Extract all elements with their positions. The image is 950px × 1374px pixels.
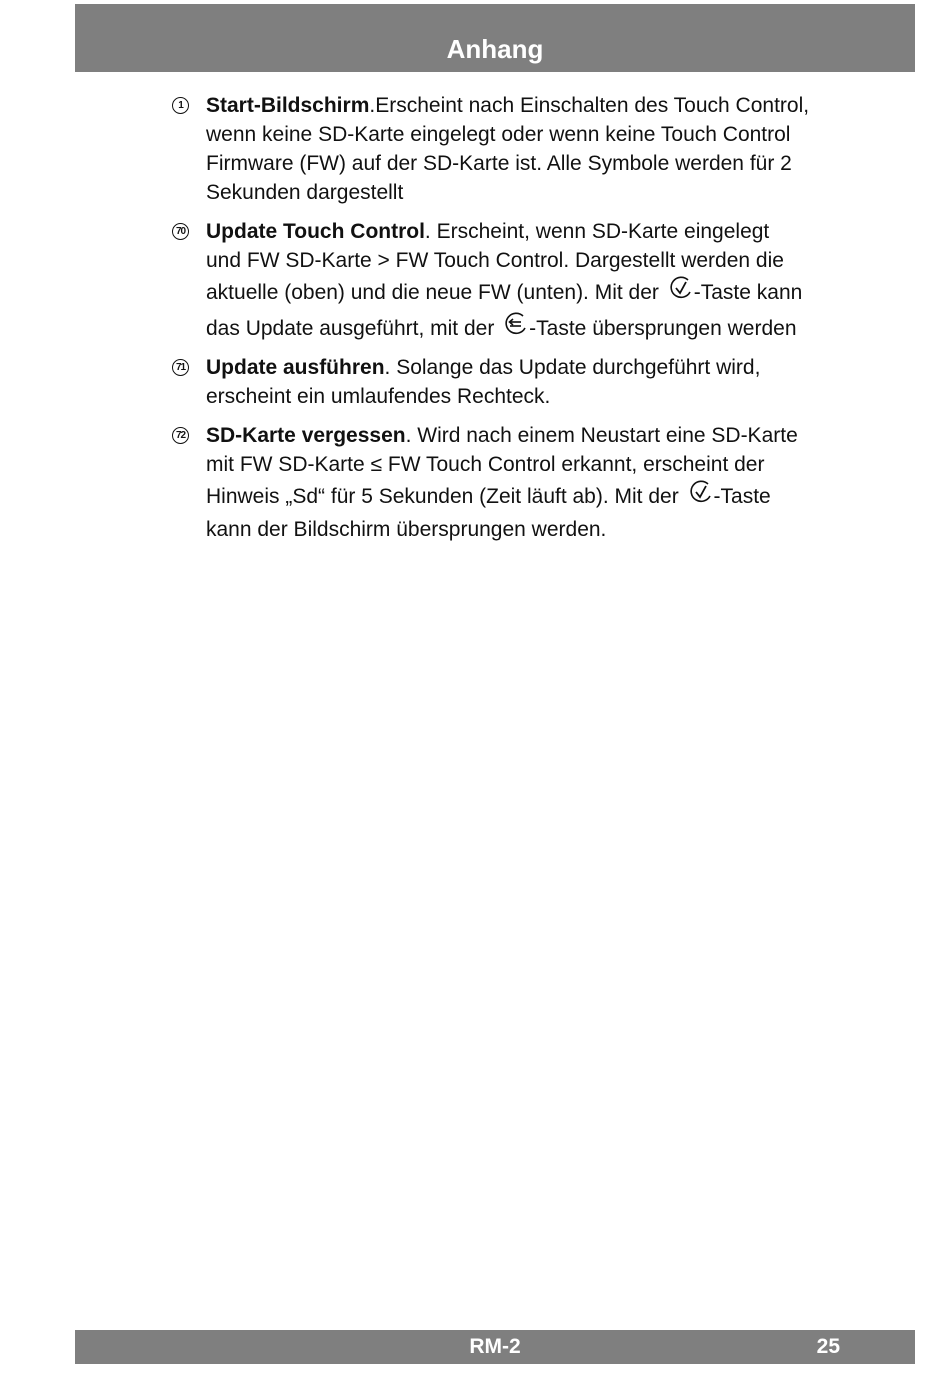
item-text-segment: Hinweis „Sd“ für 5 Sekunden (Zeit läuft ab). Mit der [206, 485, 685, 508]
footer-bar [75, 1330, 915, 1364]
item-text [206, 217, 905, 343]
check-circle-icon [689, 479, 713, 505]
item-title: Update Touch Control [206, 220, 425, 243]
item-text-line: kann der Bildschirm übersprungen werden. [206, 518, 607, 541]
item-text-segment: -Taste kann [693, 281, 803, 304]
list-item-start-screen [170, 91, 905, 207]
item-title: Start-Bildschirm [206, 94, 370, 117]
item-text-line: wenn keine SD-Karte eingelegt oder wenn keine Touch Control [206, 123, 791, 146]
item-text [206, 353, 905, 411]
list-item-update-touch-control [170, 217, 905, 343]
list-item-update-run [170, 353, 905, 411]
item-text-line: erscheint ein umlaufendes Rechteck. [206, 385, 551, 408]
item-text-segment: -Taste [713, 485, 771, 508]
item-text-line: mit FW SD-Karte ≤ FW Touch Control erkannt, erscheint der [206, 453, 765, 476]
item-text-line: .Erscheint nach Einschalten des Touch Control, [369, 94, 810, 117]
appendix-list [170, 91, 905, 554]
footer-model: RM-2 [469, 1335, 521, 1358]
item-text-line: Firmware (FW) auf der SD-Karte ist. Alle Symbole werden für 2 [206, 152, 792, 175]
circled-number: 70 [172, 223, 189, 240]
item-text-line: . Solange das Update durchgeführt wird, [384, 356, 761, 379]
item-text [206, 421, 905, 544]
check-circle-icon [669, 275, 693, 301]
header-bar [75, 4, 915, 72]
item-marker [170, 91, 206, 120]
list-item-sd-card-forgotten [170, 421, 905, 544]
item-text-line: . Wird nach einem Neustart eine SD-Karte [405, 424, 798, 447]
page-number: 25 [816, 1335, 840, 1358]
item-text [206, 91, 905, 207]
circled-number: 71 [172, 359, 189, 376]
page-title: Anhang [446, 34, 544, 64]
item-text-segment: -Taste übersprungen werden [529, 317, 797, 340]
item-text-segment: aktuelle (oben) und die neue FW (unten). Mit der [206, 281, 665, 304]
item-text-segment: das Update ausgeführt, mit der [206, 317, 501, 340]
circled-number: 1 [172, 97, 189, 114]
item-marker [170, 353, 206, 382]
item-title: Update ausführen [206, 356, 385, 379]
item-text-line: Sekunden dargestellt [206, 181, 404, 204]
circled-number: 72 [172, 427, 189, 444]
item-marker [170, 217, 206, 246]
item-text-line: . Erscheint, wenn SD-Karte eingelegt [424, 220, 770, 243]
item-title: SD-Karte vergessen [206, 424, 406, 447]
skip-circle-icon [504, 311, 528, 337]
item-text-line: und FW SD-Karte > FW Touch Control. Dargestellt werden die [206, 249, 784, 272]
item-marker [170, 421, 206, 450]
